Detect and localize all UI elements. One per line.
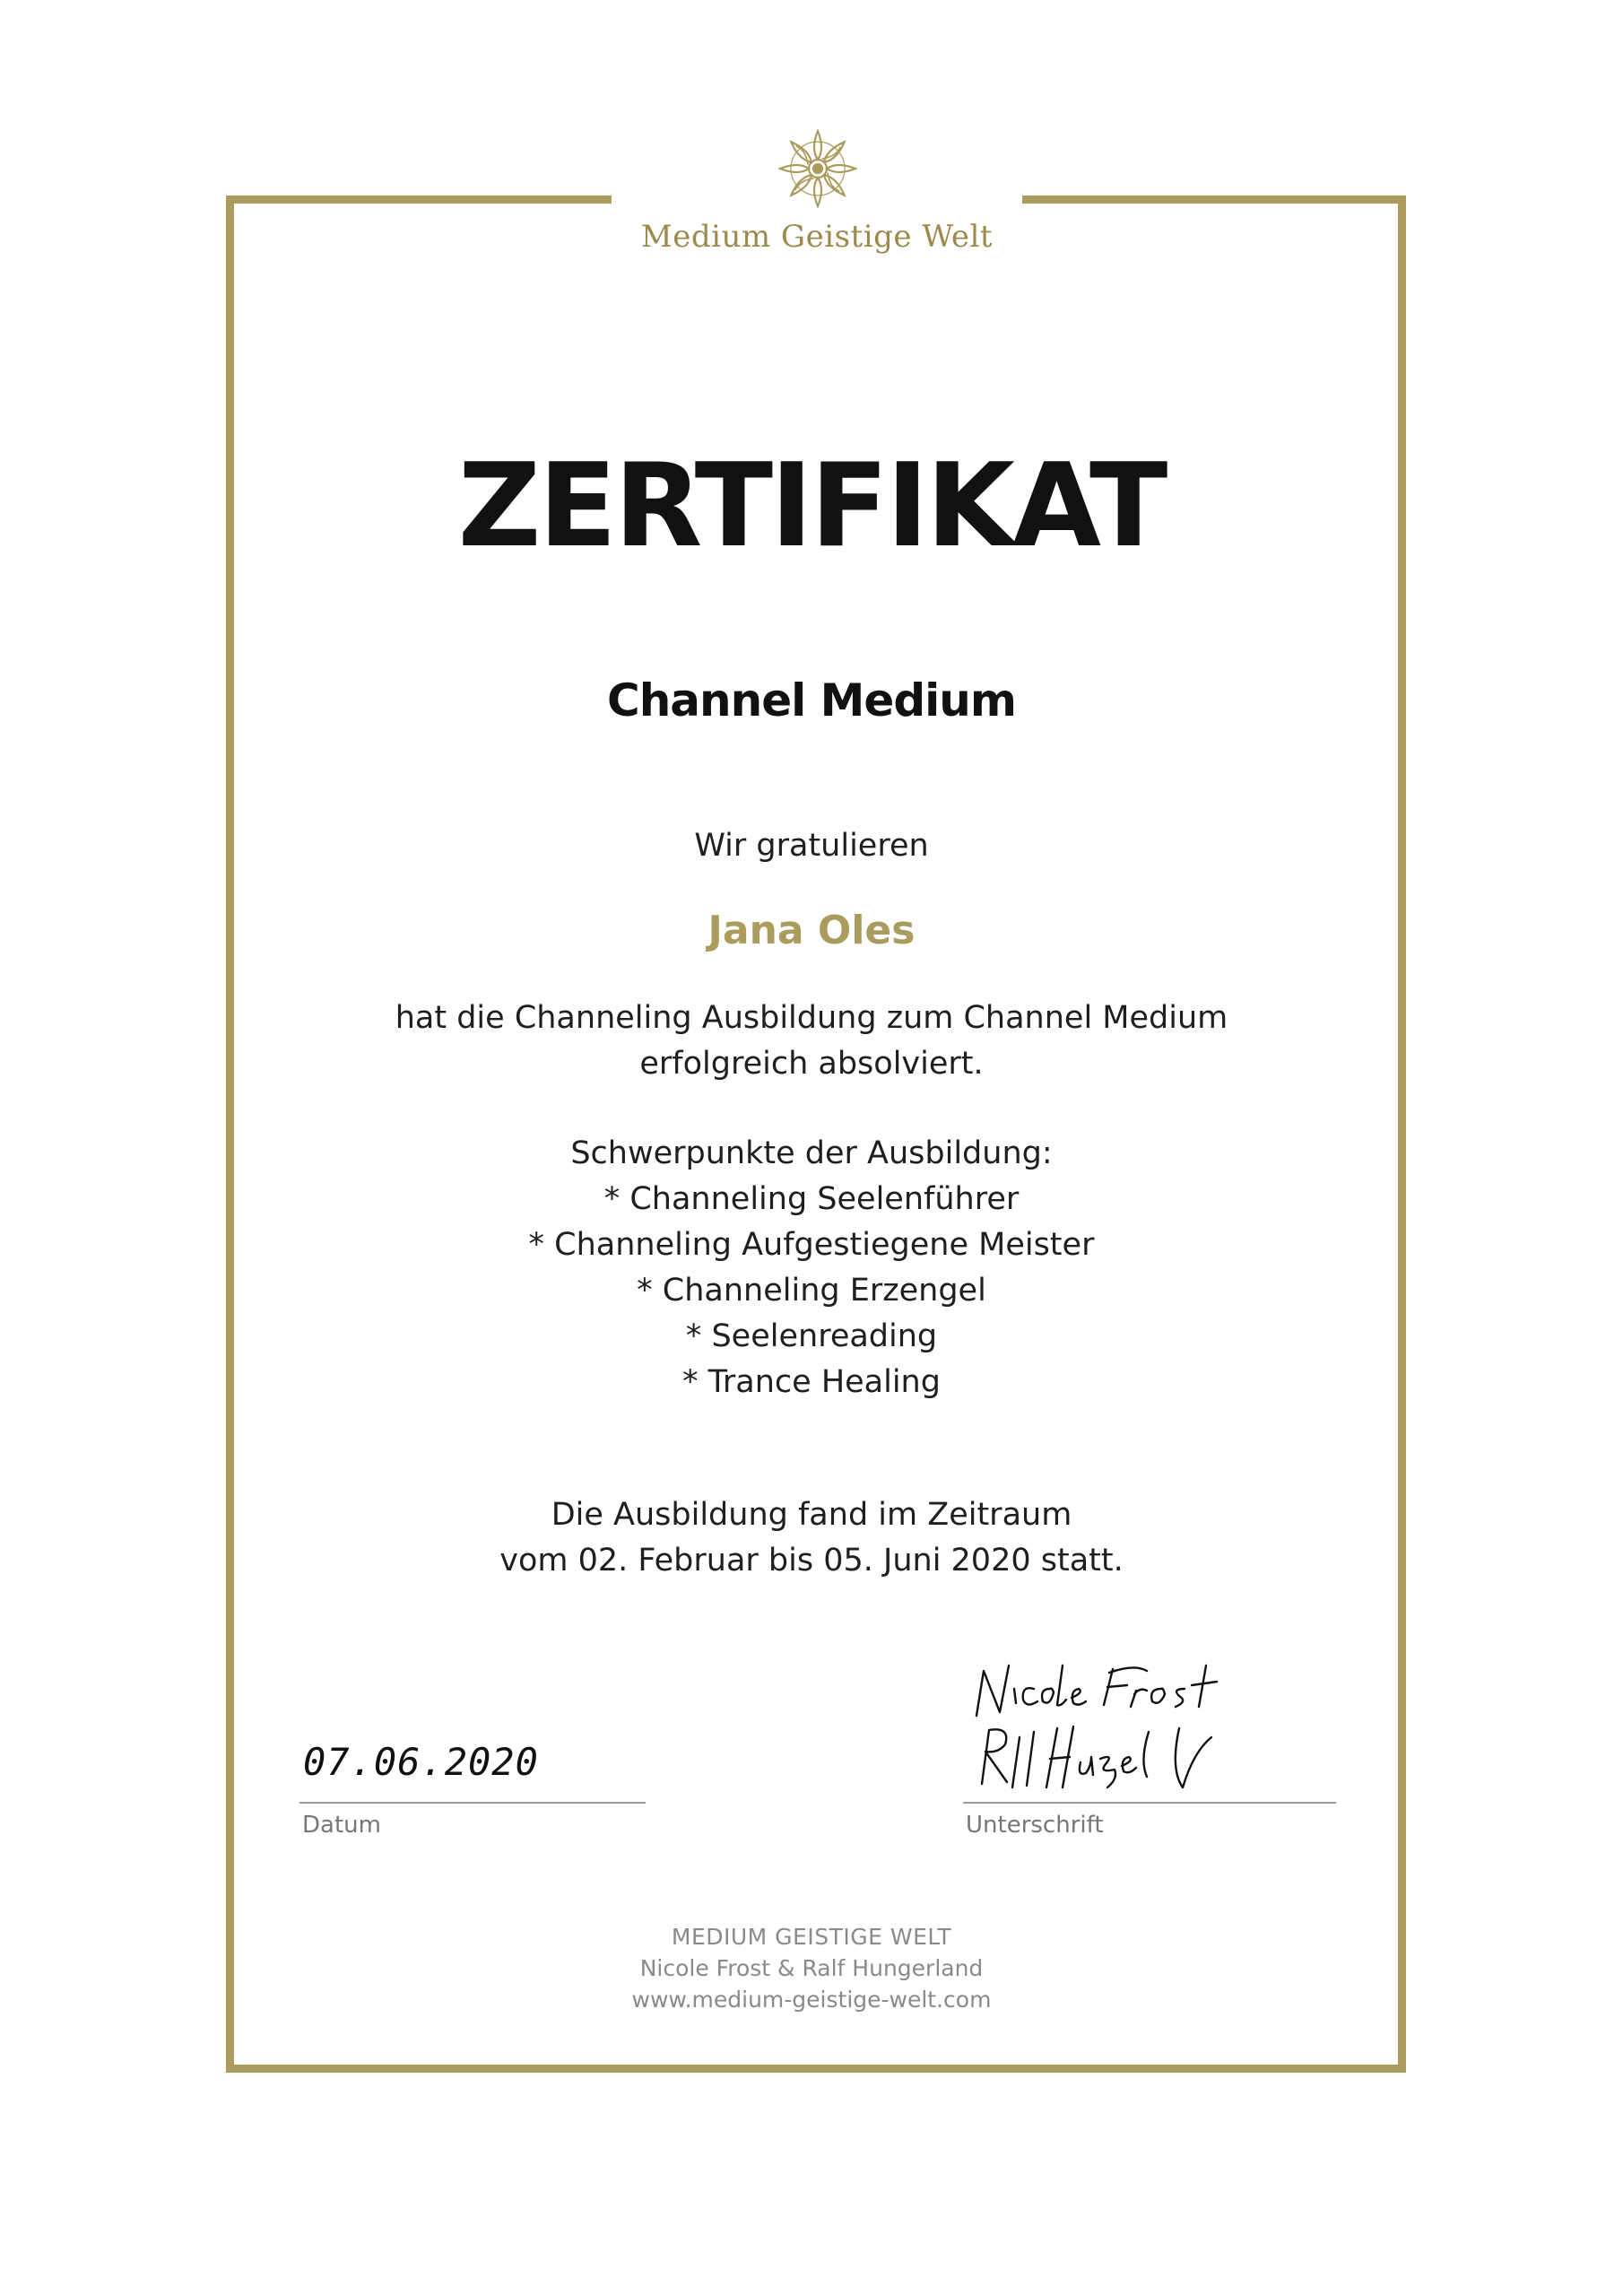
footer-organization: MEDIUM GEISTIGE WELT [671,1924,952,1950]
signature-label: Unterschrift [966,1812,1104,1839]
handwritten-signature [964,1653,1242,1796]
focus-heading: Schwerpunkte der Ausbildung: [570,1135,1053,1171]
signature-line [963,1802,1336,1804]
date-label: Datum [302,1812,381,1839]
statement-line-1: hat die Channeling Ausbildung zum Channel Medium [395,1000,1228,1036]
mandala-icon [773,124,863,213]
list-item: * Trance Healing [682,1364,941,1400]
logo-text: Medium Geistige Welt [640,219,994,255]
certificate-subtitle: Channel Medium [607,674,1016,726]
list-item: * Channeling Seelenführer [603,1181,1020,1217]
footer-names: Nicole Frost & Ralf Hungerland [639,1955,984,1981]
list-item: * Channeling Aufgestiegene Meister [528,1227,1095,1263]
list-item: * Seelenreading [685,1318,938,1354]
date-line [299,1802,646,1804]
logo [612,117,1022,267]
focus-list [0,1177,1623,1405]
certificate-title: ZERTIFIKAT [457,439,1166,573]
period-line-1: Die Ausbildung fand im Zeitraum [551,1497,1072,1533]
period-line-2: vom 02. Februar bis 05. Juni 2020 statt. [499,1543,1124,1578]
statement-line-2: erfolgreich absolviert. [639,1046,984,1082]
list-item: * Channeling Erzengel [637,1273,986,1309]
congratulation-text: Wir gratulieren [694,828,929,864]
recipient-name: Jana Oles [707,908,916,953]
date-value: 07.06.2020 [303,1740,539,1784]
footer-website: www.medium-geistige-welt.com [631,1987,992,2013]
